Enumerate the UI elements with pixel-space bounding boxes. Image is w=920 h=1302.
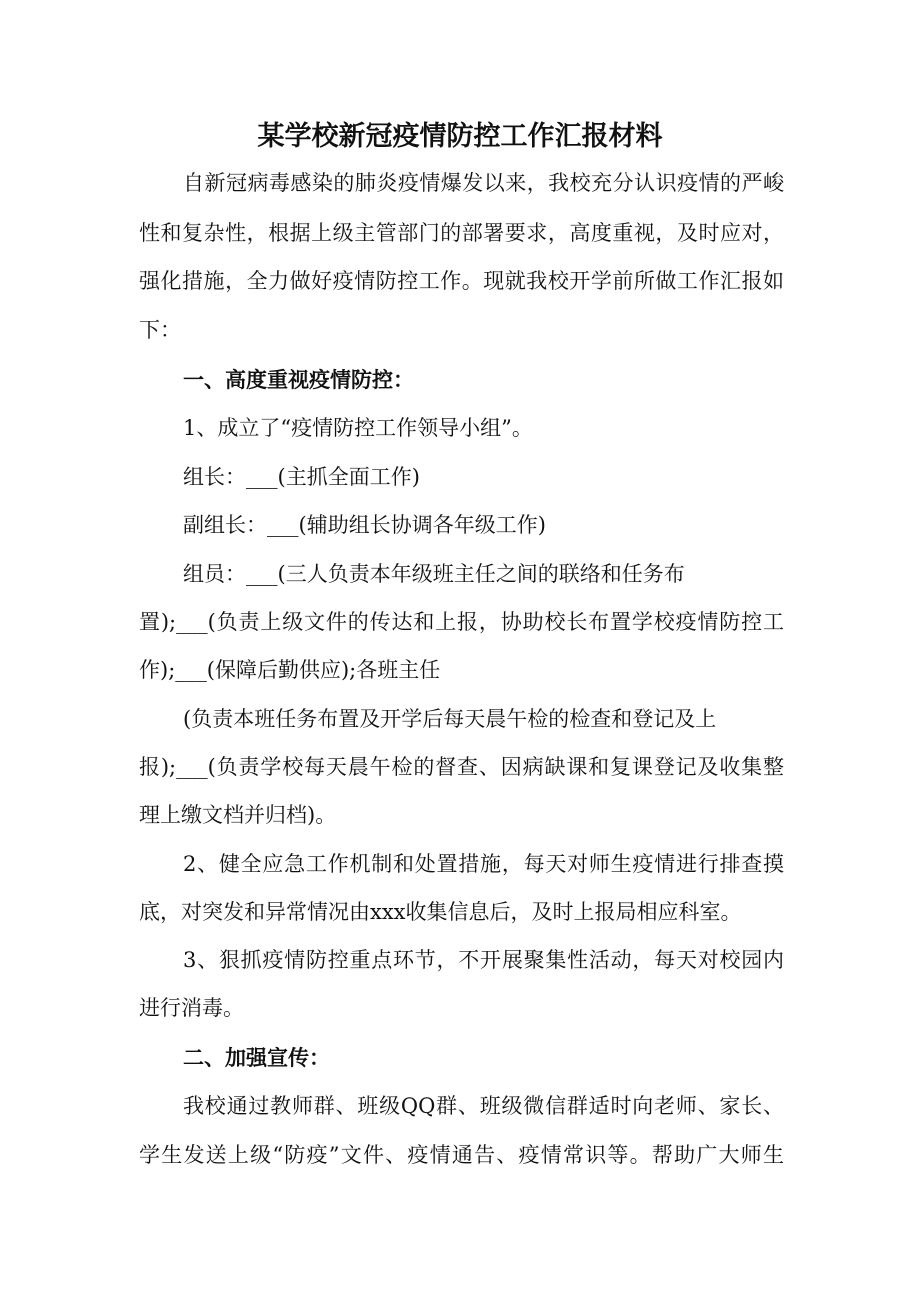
members-line-1: 组员：___(三人负责本年级班主任之间的联络和任务布 — [183, 562, 685, 586]
members-line-5: 报);___(负责学校每天晨午检的督查、因病缺课和复课登记及收集整 — [139, 755, 784, 779]
item-3-line-2: 进行消毒。 — [139, 996, 244, 1020]
intro-line-4: 下： — [139, 318, 181, 342]
group-leader-line: 组长：___(主抓全面工作) — [183, 465, 420, 489]
item-3-line-1: 3、狠抓疫情防控重点环节，不开展聚集性活动，每天对校园内 — [183, 948, 784, 972]
members-line-4: (负责本班任务布置及开学后每天晨午检的检查和登记及上 — [183, 707, 717, 731]
section-heading-2: 二、加强宣传： — [183, 1045, 330, 1070]
members-line-3: 作);___(保障后勤供应);各班主任 — [139, 658, 441, 682]
publicity-line-1: 我校通过教师群、班级QQ群、班级微信群适时向老师、家长、 — [183, 1094, 784, 1118]
intro-line-1: 自新冠病毒感染的肺炎疫情爆发以来，我校充分认识疫情的严峻 — [183, 171, 784, 195]
members-line-6: 理上缴文档并归档)。 — [139, 803, 337, 827]
item-2-line-1: 2、健全应急工作机制和处置措施，每天对师生疫情进行排查摸 — [183, 852, 784, 876]
deputy-leader-line: 副组长：___(辅助组长协调各年级工作) — [183, 513, 546, 537]
members-line-2: 置);___(负责上级文件的传达和上报，协助校长布置学校疫情防控工 — [139, 610, 784, 634]
item-1-line: 1、成立了“疫情防控工作领导小组”。 — [183, 416, 533, 440]
intro-line-3: 强化措施，全力做好疫情防控工作。现就我校开学前所做工作汇报如 — [139, 269, 784, 293]
item-2-line-2: 底，对突发和异常情况由xxx收集信息后，及时上报局相应科室。 — [139, 900, 742, 924]
document-title: 某学校新冠疫情防控工作汇报材料 — [257, 121, 663, 152]
section-heading-1: 一、高度重视疫情防控： — [183, 367, 414, 392]
publicity-line-2: 学生发送上级“防疫”文件、疫情通告、疫情常识等。帮助广大师生 — [139, 1143, 784, 1167]
intro-line-2: 性和复杂性，根据上级主管部门的部署要求，高度重视，及时应对， — [139, 221, 784, 245]
